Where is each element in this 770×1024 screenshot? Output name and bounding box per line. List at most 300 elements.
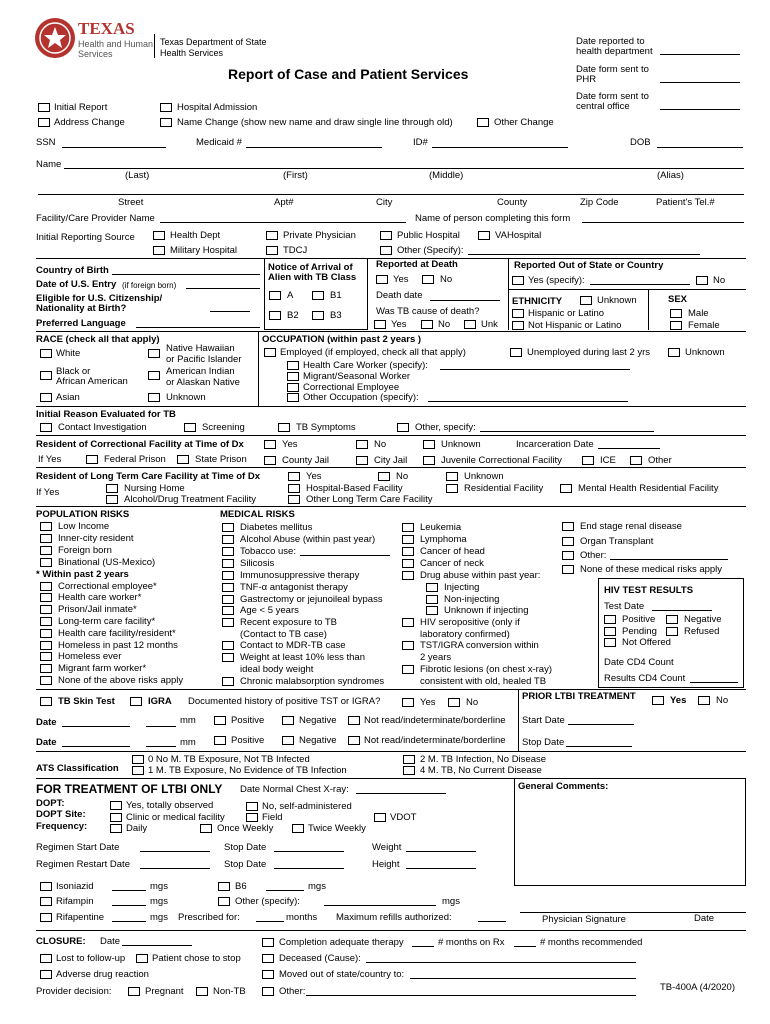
screening-label: Screening [202,422,245,433]
hiv-positive-checkbox[interactable] [604,615,616,624]
outstate-no-checkbox[interactable] [696,276,708,285]
facility-field[interactable] [160,222,406,223]
other-occupation-label: Other Occupation (specify): [303,392,419,403]
first-label: (First) [283,170,308,181]
mental-label: Mental Health Residential Facility [578,483,719,494]
vdot-checkbox[interactable] [374,813,386,822]
med-risk-checkbox[interactable] [402,618,414,627]
xray-field[interactable] [356,793,446,794]
hiv-negative-checkbox[interactable] [666,615,678,624]
american-indian-checkbox[interactable] [148,371,160,380]
correctional-emp-label: Correctional Employee [303,382,400,393]
med-risk-checkbox[interactable] [562,565,574,574]
med-risk-checkbox[interactable] [426,606,438,615]
igra-negative-label: Negative [299,735,337,746]
stop1-field[interactable] [274,851,344,852]
ats-label: ATS Classification [36,763,119,774]
deceased-field[interactable] [366,962,636,963]
cause-no-checkbox[interactable] [421,320,433,329]
completing-label: Name of person completing this form [415,213,571,224]
prior-yes-label: Yes [670,695,687,706]
risk-checkbox[interactable] [40,617,52,626]
middle-label: (Middle) [429,170,464,181]
class-b2-checkbox[interactable] [269,311,281,320]
incarc-field[interactable] [598,448,660,449]
black-checkbox[interactable] [40,371,52,380]
risk-checkbox[interactable] [40,605,52,614]
logo-word: TEXAS [78,19,135,38]
hiv-not-offered-label: Not Offered [622,637,671,648]
texas-seal-icon [35,18,75,58]
eligible-field[interactable] [210,311,250,312]
weight-field[interactable] [406,851,476,852]
facility-label: Facility/Care Provider Name [36,213,155,224]
igra-date-field[interactable] [62,746,130,747]
notice-title: Notice of Arrival of [268,262,353,273]
tst-positive-label: Positive [231,715,265,726]
tst-positive-checkbox[interactable] [214,716,226,725]
unemployed-checkbox[interactable] [510,348,522,357]
med-risk-label: Diabetes mellitus [240,522,313,533]
death-no-checkbox[interactable] [422,275,434,284]
country-birth-field[interactable] [112,274,260,275]
completion-label: Completion adequate therapy [279,937,404,948]
med-risks-title: MEDICAL RISKS [220,509,295,520]
risk-checkbox[interactable] [40,593,52,602]
start-date-field[interactable] [568,724,634,725]
hiv-pending-label: Pending [622,626,657,637]
months-rx-field[interactable] [412,946,434,947]
reg-start-label: Regimen Start Date [36,842,120,853]
apt-label: Apt# [274,197,294,208]
hospital-admission-checkbox[interactable] [160,103,172,112]
other-source-label: Other (Specify): [397,245,464,256]
provider-label: Provider decision: [36,986,112,997]
symptoms-checkbox[interactable] [278,423,290,432]
twice-weekly-checkbox[interactable] [292,824,304,833]
corr-no-checkbox[interactable] [356,440,368,449]
risk-checkbox[interactable] [40,629,52,638]
med-risk-checkbox[interactable] [426,595,438,604]
mental-checkbox[interactable] [560,484,572,493]
prescribed-field[interactable] [256,921,284,922]
stop-date-label: Stop Date [522,737,565,748]
outstate-yes-checkbox[interactable] [512,276,524,285]
stop-date-field[interactable] [566,746,632,747]
clinic-checkbox[interactable] [110,813,122,822]
date-sent-central-field[interactable] [660,109,740,110]
ethnicity-unknown-checkbox[interactable] [580,296,592,305]
language-label: Preferred Language [36,318,126,329]
rifampin-dose-field[interactable] [112,905,146,906]
hospital-admission-label: Hospital Admission [177,102,258,113]
name-field[interactable] [64,168,744,169]
med-risk-checkbox[interactable] [402,523,414,532]
adverse-checkbox[interactable] [40,970,52,979]
federal-label: Federal Prison [104,454,166,465]
closure-other-field[interactable] [306,995,636,996]
private-checkbox[interactable] [266,231,278,240]
risk-checkbox[interactable] [40,534,52,543]
reason-other-field[interactable] [480,431,654,432]
nontb-checkbox[interactable] [196,987,208,996]
adverse-label: Adverse drug reaction [56,969,149,980]
corr-no-label: No [374,439,387,450]
clinic-label: Clinic or medical facility [126,812,225,823]
ats-1-checkbox[interactable] [132,766,144,775]
risk-checkbox[interactable] [40,582,52,591]
risk-checkbox[interactable] [40,522,52,531]
risk-label: Inner-city resident [58,533,134,544]
med-risk-checkbox[interactable] [222,595,234,604]
months-rx-label: # months on Rx [438,937,505,948]
employed-label: Employed (if employed, check all that apply) [280,347,466,358]
name-change-checkbox[interactable] [160,118,172,127]
tst-checkbox[interactable] [40,697,52,706]
stop1-label: Stop Date [224,842,267,853]
hiv-refused-label: Refused [684,626,720,637]
completion-checkbox[interactable] [262,938,274,947]
death-yes-checkbox[interactable] [376,275,388,284]
documented-no-label: No [466,697,479,708]
class-a-checkbox[interactable] [269,291,281,300]
corr-other-label: Other [648,455,672,466]
med-risk-label: Tobacco use: [240,546,296,557]
igra-checkbox[interactable] [130,697,142,706]
med-risk-checkbox[interactable] [402,535,414,544]
ltc-unknown-checkbox[interactable] [446,472,458,481]
closure-other-checkbox[interactable] [262,987,274,996]
moved-checkbox[interactable] [262,970,274,979]
med-risk-label: Fibrotic lesions (on chest x-ray) [420,664,552,675]
no-self-checkbox[interactable] [246,802,258,811]
med-risk-label: (Contact to TB case) [240,629,327,640]
hispanic-checkbox[interactable] [512,309,524,318]
risk-checkbox[interactable] [40,664,52,673]
form-id: TB-400A (4/2020) [660,982,735,993]
weekly-checkbox[interactable] [200,824,212,833]
med-risk-checkbox[interactable] [402,559,414,568]
corr-other-checkbox[interactable] [630,456,642,465]
height-field[interactable] [406,868,476,869]
med-risk-checkbox[interactable] [402,641,414,650]
pregnant-checkbox[interactable] [128,987,140,996]
hiv-not-offered-checkbox[interactable] [604,638,616,647]
race-title: RACE (check all that apply) [36,334,160,345]
med-risk-checkbox[interactable] [222,535,234,544]
med-risk-label: Drug abuse within past year: [420,570,541,581]
deceased-checkbox[interactable] [262,954,274,963]
moved-field[interactable] [410,978,636,979]
completing-field[interactable] [582,222,744,223]
rifapentine-checkbox[interactable] [40,913,52,922]
tdcj-checkbox[interactable] [266,246,278,255]
isoniazid-checkbox[interactable] [40,882,52,891]
correctional-title: Resident of Correctional Facility at Time of Dx [36,439,244,450]
ltc-title: Resident of Long Term Care Facility at Time of Dx [36,471,260,482]
date-sent-central-label: central office [576,101,630,112]
closure-other-label: Other: [279,986,306,997]
documented-yes-checkbox[interactable] [402,698,414,707]
med-other-field[interactable] [610,559,728,560]
military-label: Military Hospital [170,245,238,256]
entry-date-field[interactable] [186,288,260,289]
date-sent-central-label: Date form sent to [576,91,649,102]
tst-negative-label: Negative [299,715,337,726]
risk-label: None of the above risks apply [58,675,184,686]
state-prison-checkbox[interactable] [177,455,189,464]
med-risk-checkbox[interactable] [402,665,414,674]
date-sent-phr-label: PHR [576,74,597,85]
state-prison-label: State Prison [195,454,247,465]
risk-checkbox[interactable] [40,652,52,661]
alcohol-facility-checkbox[interactable] [106,495,118,504]
ats-0-checkbox[interactable] [132,755,144,764]
risk-label: Migrant farm worker* [58,663,147,674]
tst-notread-checkbox[interactable] [348,716,360,725]
military-checkbox[interactable] [153,246,165,255]
med-risk-label: Lymphoma [420,534,467,545]
public-checkbox[interactable] [380,231,392,240]
city-jail-checkbox[interactable] [356,456,368,465]
reason-other-checkbox[interactable] [397,423,409,432]
tst-negative-checkbox[interactable] [282,716,294,725]
cause-unk-checkbox[interactable] [464,320,476,329]
igra-notread-checkbox[interactable] [348,736,360,745]
address-change-label: Address Change [54,117,125,128]
med-risk-checkbox[interactable] [222,653,234,662]
asian-checkbox[interactable] [40,393,52,402]
prior-no-checkbox[interactable] [698,696,710,705]
death-date-label: Death date [376,290,423,301]
med-risk-label: TST/IGRA conversion within [420,640,539,651]
hiv-pending-checkbox[interactable] [604,627,616,636]
med-risk-checkbox[interactable] [222,559,234,568]
logo-sub: Services [78,49,113,59]
class-b1-checkbox[interactable] [312,291,324,300]
dob-field[interactable] [657,147,743,148]
corr-unknown-checkbox[interactable] [423,440,435,449]
initial-report-checkbox[interactable] [38,103,50,112]
igra-negative-checkbox[interactable] [282,736,294,745]
igra-notread-label: Not read/indeterminate/borderline [364,735,506,746]
other-med-checkbox[interactable] [218,897,230,906]
stop2-field[interactable] [274,868,344,869]
migrant-checkbox[interactable] [287,372,299,381]
med-risk-checkbox[interactable] [222,677,234,686]
name-change-label: Name Change (show new name and draw single line through old) [177,117,453,128]
igra-positive-checkbox[interactable] [214,736,226,745]
igra-label: IGRA [148,696,172,707]
hcw-field[interactable] [440,369,630,370]
race-unknown-checkbox[interactable] [148,393,160,402]
daily-checkbox[interactable] [110,824,122,833]
corr-unknown-label: Unknown [441,439,481,450]
isoniazid-dose-field[interactable] [112,890,146,891]
ice-checkbox[interactable] [582,456,594,465]
reporting-source-label: Initial Reporting Source [36,232,135,243]
field-checkbox[interactable] [246,813,258,822]
other-change-label: Other Change [494,117,554,128]
weekly-label: Once Weekly [217,823,274,834]
date-reported-field[interactable] [660,54,740,55]
other-source-checkbox[interactable] [380,246,392,255]
occupation-unknown-checkbox[interactable] [668,348,680,357]
med-risk-label: Non-injecting [444,594,500,605]
mgs-label: mgs [308,881,326,892]
ltc-unknown-label: Unknown [464,471,504,482]
black-label: African American [56,376,128,387]
risk-checkbox[interactable] [40,558,52,567]
ltc-yes-checkbox[interactable] [288,472,300,481]
other-occupation-field[interactable] [428,401,628,402]
risk-label: Long-term care facility* [58,616,156,627]
med-risk-checkbox[interactable] [402,571,414,580]
cause-yes-label: Yes [391,319,407,330]
closure-title: CLOSURE: [36,936,86,947]
city-label: City [376,197,393,208]
no-self-label: No, self-administered [262,801,352,812]
hosp-based-checkbox[interactable] [288,484,300,493]
refills-field[interactable] [478,921,506,922]
county-jail-checkbox[interactable] [264,456,276,465]
lost-checkbox[interactable] [40,954,52,963]
med-risk-checkbox[interactable] [222,583,234,592]
yes-observed-checkbox[interactable] [110,801,122,810]
med-risk-label: Gastrectomy or jejunoileal bypass [240,594,383,605]
med-risk-label: Cancer of neck [420,558,484,569]
date-sent-phr-field[interactable] [660,82,740,83]
nursing-checkbox[interactable] [106,484,118,493]
city-jail-label: City Jail [374,455,408,466]
juvenile-checkbox[interactable] [423,456,435,465]
med-risk-checkbox[interactable] [562,551,574,560]
med-risk-checkbox[interactable] [222,523,234,532]
female-checkbox[interactable] [670,321,682,330]
death-no-label: No [440,274,453,285]
tobacco-field[interactable] [300,555,390,556]
patient-stop-checkbox[interactable] [136,954,148,963]
class-b3-checkbox[interactable] [312,311,324,320]
dob-label: DOB [630,137,651,148]
documented-no-checkbox[interactable] [448,698,460,707]
screening-checkbox[interactable] [184,423,196,432]
med-risk-label: 2 years [420,652,452,663]
outstate-specify-field[interactable] [590,284,690,285]
hcw-checkbox[interactable] [287,361,299,370]
b6-checkbox[interactable] [218,882,230,891]
ats-2-checkbox[interactable] [403,755,415,764]
symptoms-label: TB Symptoms [296,422,356,433]
med-risk-checkbox[interactable] [222,641,234,650]
reg-start-field[interactable] [140,851,210,852]
tst-date-field[interactable] [62,726,130,727]
cd4-results-field[interactable] [690,682,738,683]
alcohol-facility-label: Alcohol/Drug Treatment Facility [124,494,256,505]
hiv-test-date-field[interactable] [652,610,712,611]
med-risk-checkbox[interactable] [222,547,234,556]
other-change-checkbox[interactable] [477,118,489,127]
risk-label: Low Income [58,521,110,532]
date-sent-phr-label: Date form sent to [576,64,649,75]
private-label: Private Physician [283,230,356,241]
med-risk-checkbox[interactable] [222,571,234,580]
risk-checkbox[interactable] [40,546,52,555]
ltc-no-checkbox[interactable] [378,472,390,481]
death-date-field[interactable] [430,300,500,301]
other-occupation-checkbox[interactable] [287,393,299,402]
hiv-refused-checkbox[interactable] [666,627,678,636]
rifampin-checkbox[interactable] [40,897,52,906]
med-risk-label: Leukemia [420,522,462,533]
ats-4-checkbox[interactable] [403,766,415,775]
dopt-label: DOPT: [36,798,65,809]
federal-checkbox[interactable] [86,455,98,464]
med-risk-checkbox[interactable] [222,606,234,615]
other-med-field[interactable] [324,905,436,906]
xray-label: Date Normal Chest X-ray: [240,784,349,795]
va-checkbox[interactable] [478,231,490,240]
address-field[interactable] [38,194,744,195]
medicaid-field[interactable] [246,147,382,148]
risk-checkbox[interactable] [40,641,52,650]
language-field[interactable] [136,327,260,328]
address-change-checkbox[interactable] [38,118,50,127]
health-dept-checkbox[interactable] [153,231,165,240]
male-checkbox[interactable] [670,309,682,318]
id-field[interactable] [432,147,568,148]
ssn-field[interactable] [62,147,166,148]
not-hispanic-checkbox[interactable] [512,321,524,330]
tst-mm-field[interactable] [146,726,176,727]
outstate-no-label: No [713,275,726,286]
b6-dose-field[interactable] [266,890,304,891]
other-source-field[interactable] [468,254,700,255]
med-risk-label: Unknown if injecting [444,605,529,616]
employed-checkbox[interactable] [264,348,276,357]
med-risk-checkbox[interactable] [222,618,234,627]
med-risk-checkbox[interactable] [402,547,414,556]
race-unknown-label: Unknown [166,392,206,403]
cause-yes-checkbox[interactable] [374,320,386,329]
contact-checkbox[interactable] [40,423,52,432]
months-rec-field[interactable] [514,946,536,947]
risk-checkbox[interactable] [40,676,52,685]
closure-date-field[interactable] [122,945,192,946]
white-checkbox[interactable] [40,349,52,358]
ltc-other-checkbox[interactable] [288,495,300,504]
va-label: VAHospital [495,230,542,241]
treatment-title: FOR TREATMENT OF LTBI ONLY [36,782,223,796]
igra-mm-field[interactable] [146,746,176,747]
start-date-label: Start Date [522,715,565,726]
correctional-emp-checkbox[interactable] [287,383,299,392]
native-hawaiian-checkbox[interactable] [148,349,160,358]
juvenile-label: Juvenile Correctional Facility [441,455,562,466]
corr-yes-checkbox[interactable] [264,440,276,449]
tdcj-label: TDCJ [283,245,308,256]
med-risk-checkbox[interactable] [562,537,574,546]
entry-note: (if foreign born) [122,281,177,290]
med-risk-checkbox[interactable] [426,583,438,592]
prior-yes-checkbox[interactable] [652,696,664,705]
med-risk-checkbox[interactable] [562,522,574,531]
dopt-site-label: DOPT Site: [36,809,86,820]
residential-checkbox[interactable] [446,484,458,493]
rifapentine-dose-field[interactable] [112,921,146,922]
reg-restart-field[interactable] [140,868,210,869]
med-risk-label: Immunosuppressive therapy [240,570,360,581]
